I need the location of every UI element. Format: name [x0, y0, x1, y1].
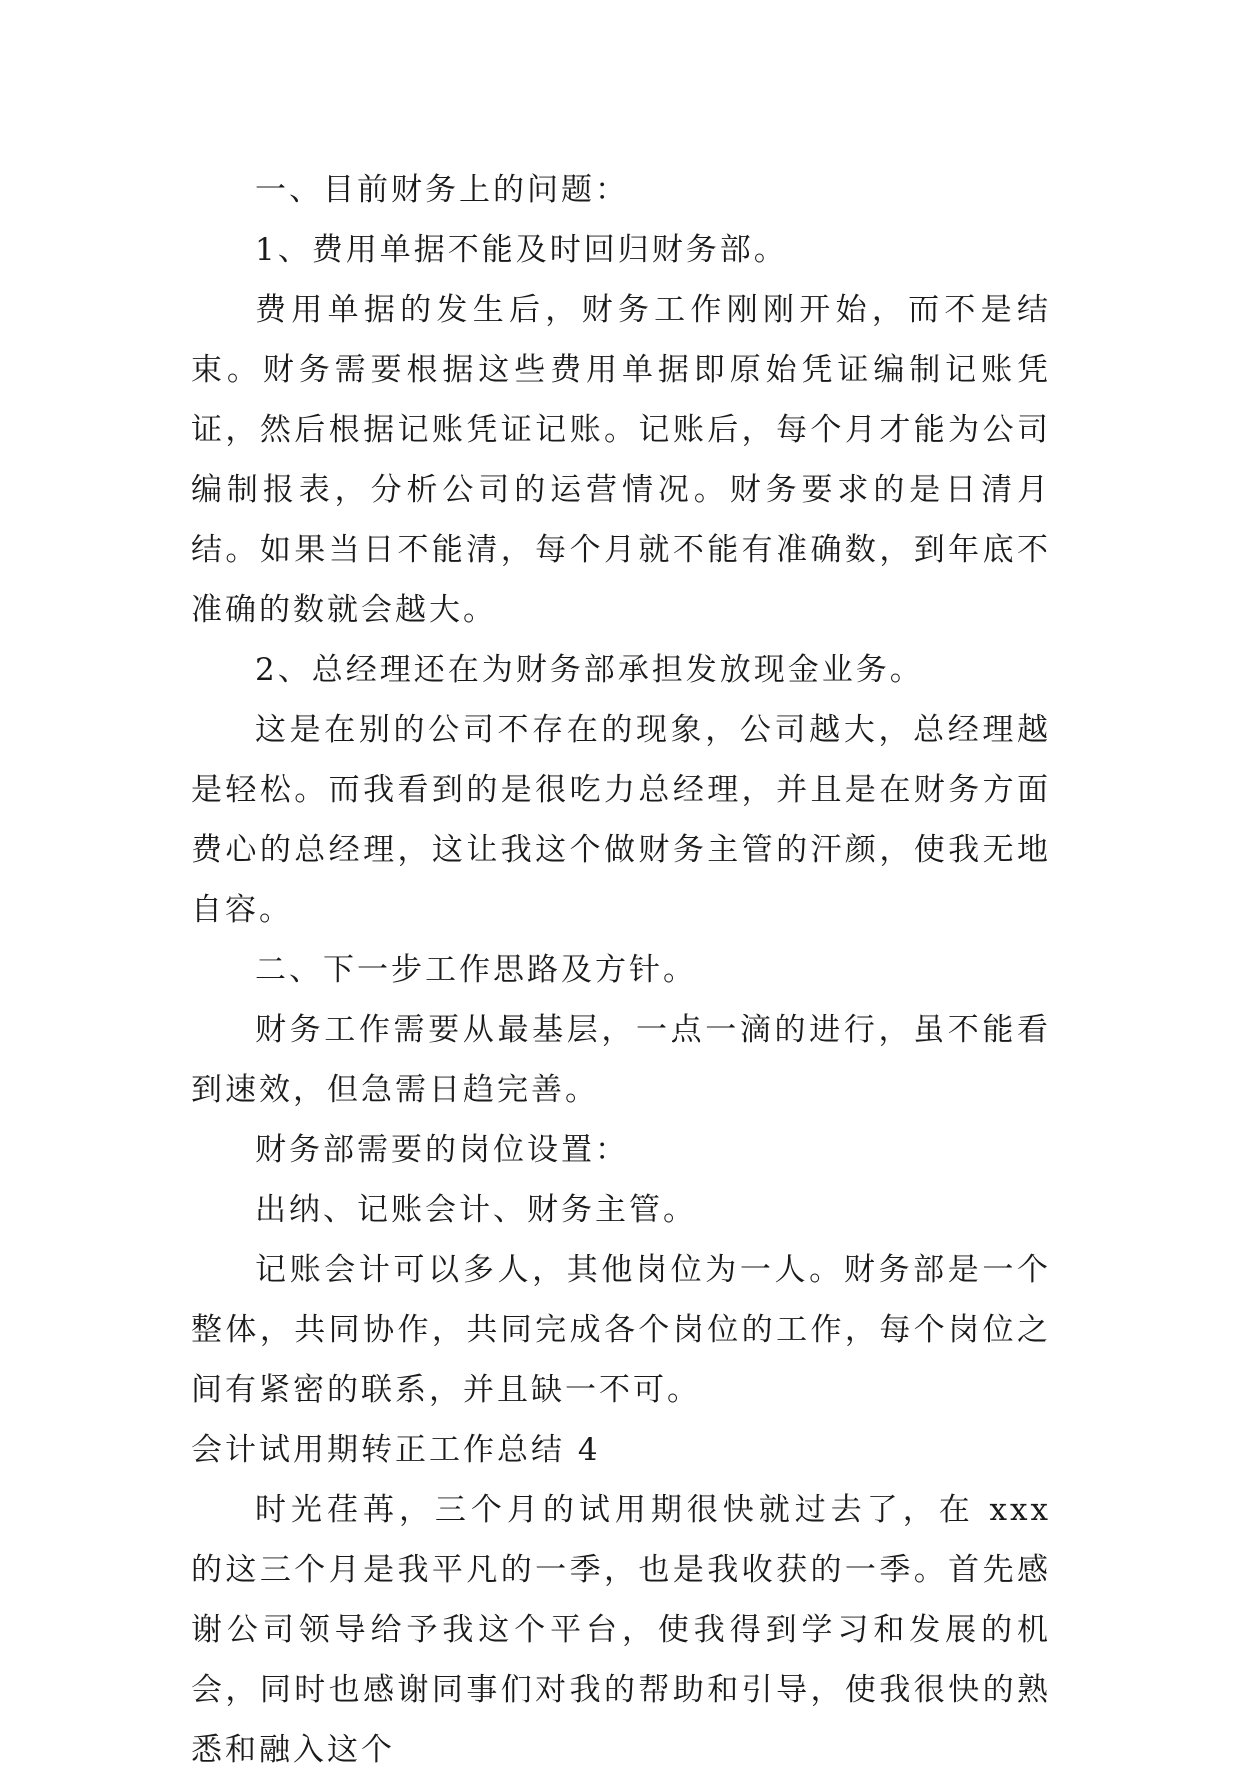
- body-paragraph: 时光荏苒，三个月的试用期很快就过去了，在 xxx 的这三个月是我平凡的一季，也是我收获的一季。首先感谢公司领导给予我这个平台，使我得到学习和发展的机会，同时也感谢同事们对我的帮助和引导，使我很快的熟悉和融入这个: [191, 1492, 1051, 1768]
- body-paragraph: 记账会计可以多人，其他岗位为一人。财务部是一个整体，共同协作，共同完成各个岗位的工作，每个岗位之间有紧密的联系，并且缺一不可。: [191, 1252, 1051, 1408]
- section-heading-next-steps: 二、下一步工作思路及方针。: [255, 952, 697, 988]
- list-item-heading: 2、总经理还在为财务部承担发放现金业务。: [255, 652, 924, 688]
- document-body: [191, 160, 1051, 1780]
- section-heading-problems: 一、目前财务上的问题：: [255, 172, 629, 208]
- list-item-heading: 1、费用单据不能及时回归财务部。: [255, 232, 788, 268]
- document-title: 会计试用期转正工作总结 4: [191, 1432, 601, 1468]
- body-paragraph: 费用单据的发生后，财务工作刚刚开始，而不是结束。财务需要根据这些费用单据即原始凭证编制记账凭证，然后根据记账凭证记账。记账后，每个月才能为公司编制报表，分析公司的运营情况。财务要求的是日清月结。如果当日不能清，每个月就不能有准确数，到年底不准确的数就会越大。: [191, 292, 1051, 628]
- body-paragraph: 财务部需要的岗位设置：: [255, 1132, 629, 1168]
- body-paragraph: 财务工作需要从最基层，一点一滴的进行，虽不能看到速效，但急需日趋完善。: [191, 1012, 1051, 1108]
- body-paragraph: 这是在别的公司不存在的现象，公司越大，总经理越是轻松。而我看到的是很吃力总经理，并且是在财务方面费心的总经理，这让我这个做财务主管的汗颜，使我无地自容。: [191, 712, 1051, 928]
- body-paragraph: 出纳、记账会计、财务主管。: [255, 1192, 697, 1228]
